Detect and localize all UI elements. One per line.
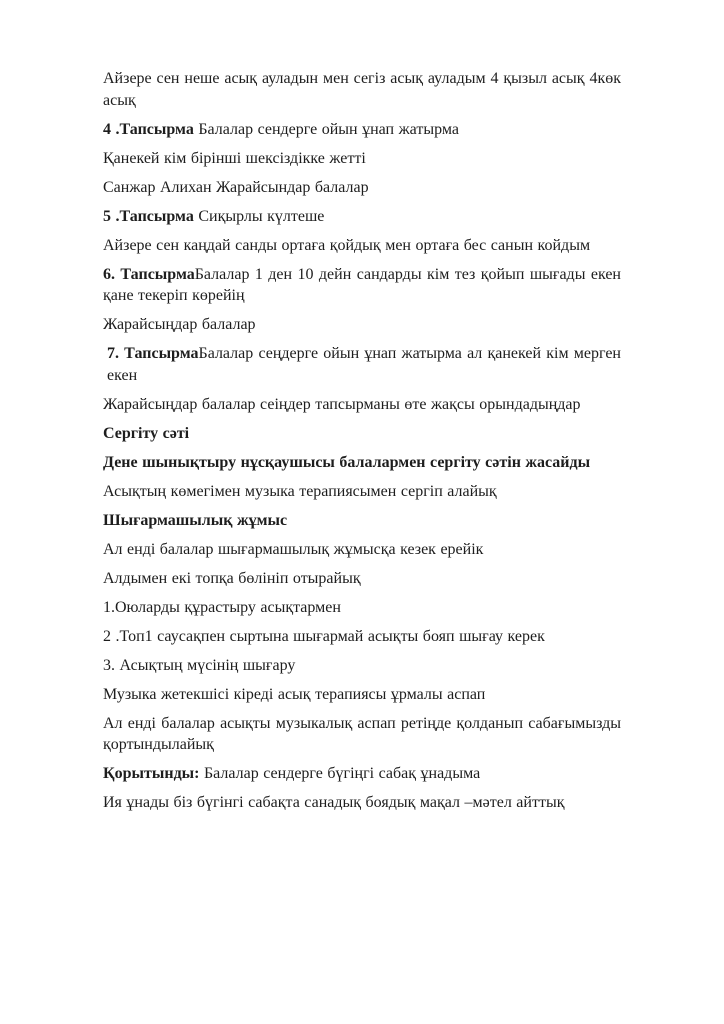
text-run: Балалар сендерге ойын ұнап жатырма <box>193 120 459 138</box>
text-run: 3. Асықтың мүсінің шығару <box>103 656 296 674</box>
text-run-bold: 4 .Тапсырма <box>103 120 194 138</box>
text-run: Жарайсыңдар балалар сеіңдер тапсырманы өте жақсы орындадыңдар <box>103 395 581 413</box>
paragraph <box>103 568 621 590</box>
text-run: Балалар сеңдерге ойын ұнап жатырма ал қанекей кім мерген екен <box>107 345 621 384</box>
text-run: Санжар Алихан Жарайсындар балалар <box>103 178 369 196</box>
text-run: Ал енді балалар асықты музыкалық аспап ретіңде қолданып сабағымызды қортындылайық <box>103 714 621 753</box>
text-run: Жарайсыңдар балалар <box>103 316 256 333</box>
document-body <box>103 68 621 814</box>
paragraph <box>103 597 621 619</box>
paragraph <box>103 481 621 503</box>
text-run: Балалар сендерге бүгіңгі сабақ ұнадыма <box>199 765 481 782</box>
text-run: Ия ұнады біз бүгінгі сабақта санадық боядық мақал –мәтел айттық <box>103 794 565 811</box>
paragraph <box>103 452 621 474</box>
paragraph <box>103 206 621 228</box>
paragraph <box>103 539 621 561</box>
paragraph <box>103 394 621 416</box>
paragraph <box>103 626 621 648</box>
text-run-bold: 7. Тапсырма <box>107 345 199 362</box>
paragraph <box>103 763 621 785</box>
text-run-bold: Сергіту сәті <box>103 424 190 442</box>
paragraph <box>103 343 621 386</box>
paragraph <box>103 177 621 199</box>
text-run: 1.Оюларды құрастыру асықтармен <box>103 598 341 616</box>
paragraph <box>103 314 621 336</box>
text-run: Алдымен екі топқа бөлініп отырайық <box>103 569 361 587</box>
paragraph <box>103 510 621 532</box>
text-run: Айзере сен каңдай санды ортаға қойдық мен ортаға бес санын койдым <box>103 236 591 254</box>
text-run: Асықтың көмегімен музыка терапиясымен сергіп алайық <box>103 482 497 500</box>
text-run: Музыка жетекшісі кіреді асық терапиясы ұрмалы аспап <box>103 685 486 703</box>
paragraph <box>103 655 621 677</box>
text-run: 2 .Топ1 саусақпен сыртына шығармай асықты бояп шығау керек <box>103 627 545 645</box>
text-run: Ал енді балалар шығармашылық жұмысқа кезек ерейік <box>103 540 484 558</box>
text-run-bold: 5 .Тапсырма <box>103 207 194 225</box>
paragraph <box>103 684 621 706</box>
text-run-bold: Дене шынықтыру нұсқаушысы балалармен сергіту сәтін жасайды <box>103 453 591 471</box>
text-run: Айзере сен неше асық ауладын мен сегіз асық ауладым 4 қызыл асық 4көк асық <box>103 70 621 109</box>
paragraph <box>103 423 621 445</box>
paragraph <box>103 264 621 307</box>
paragraph <box>103 119 621 141</box>
paragraph <box>103 235 621 257</box>
paragraph <box>103 713 621 756</box>
text-run: Қанекей кім бірінші шексіздікке жетті <box>103 149 366 167</box>
paragraph <box>103 148 621 170</box>
text-run-bold: Шығармашылық жұмыс <box>103 511 288 529</box>
text-run-bold: Қорытынды: <box>103 765 200 782</box>
text-run: Сиқырлы күлтеше <box>193 207 325 225</box>
text-run-bold: 6. Тапсырма <box>103 265 195 283</box>
paragraph <box>103 68 621 111</box>
paragraph <box>103 792 621 814</box>
text-run: Балалар 1 ден 10 дейн сандарды кім тез қойып шығады екен қане текеріп көрейің <box>103 265 621 304</box>
